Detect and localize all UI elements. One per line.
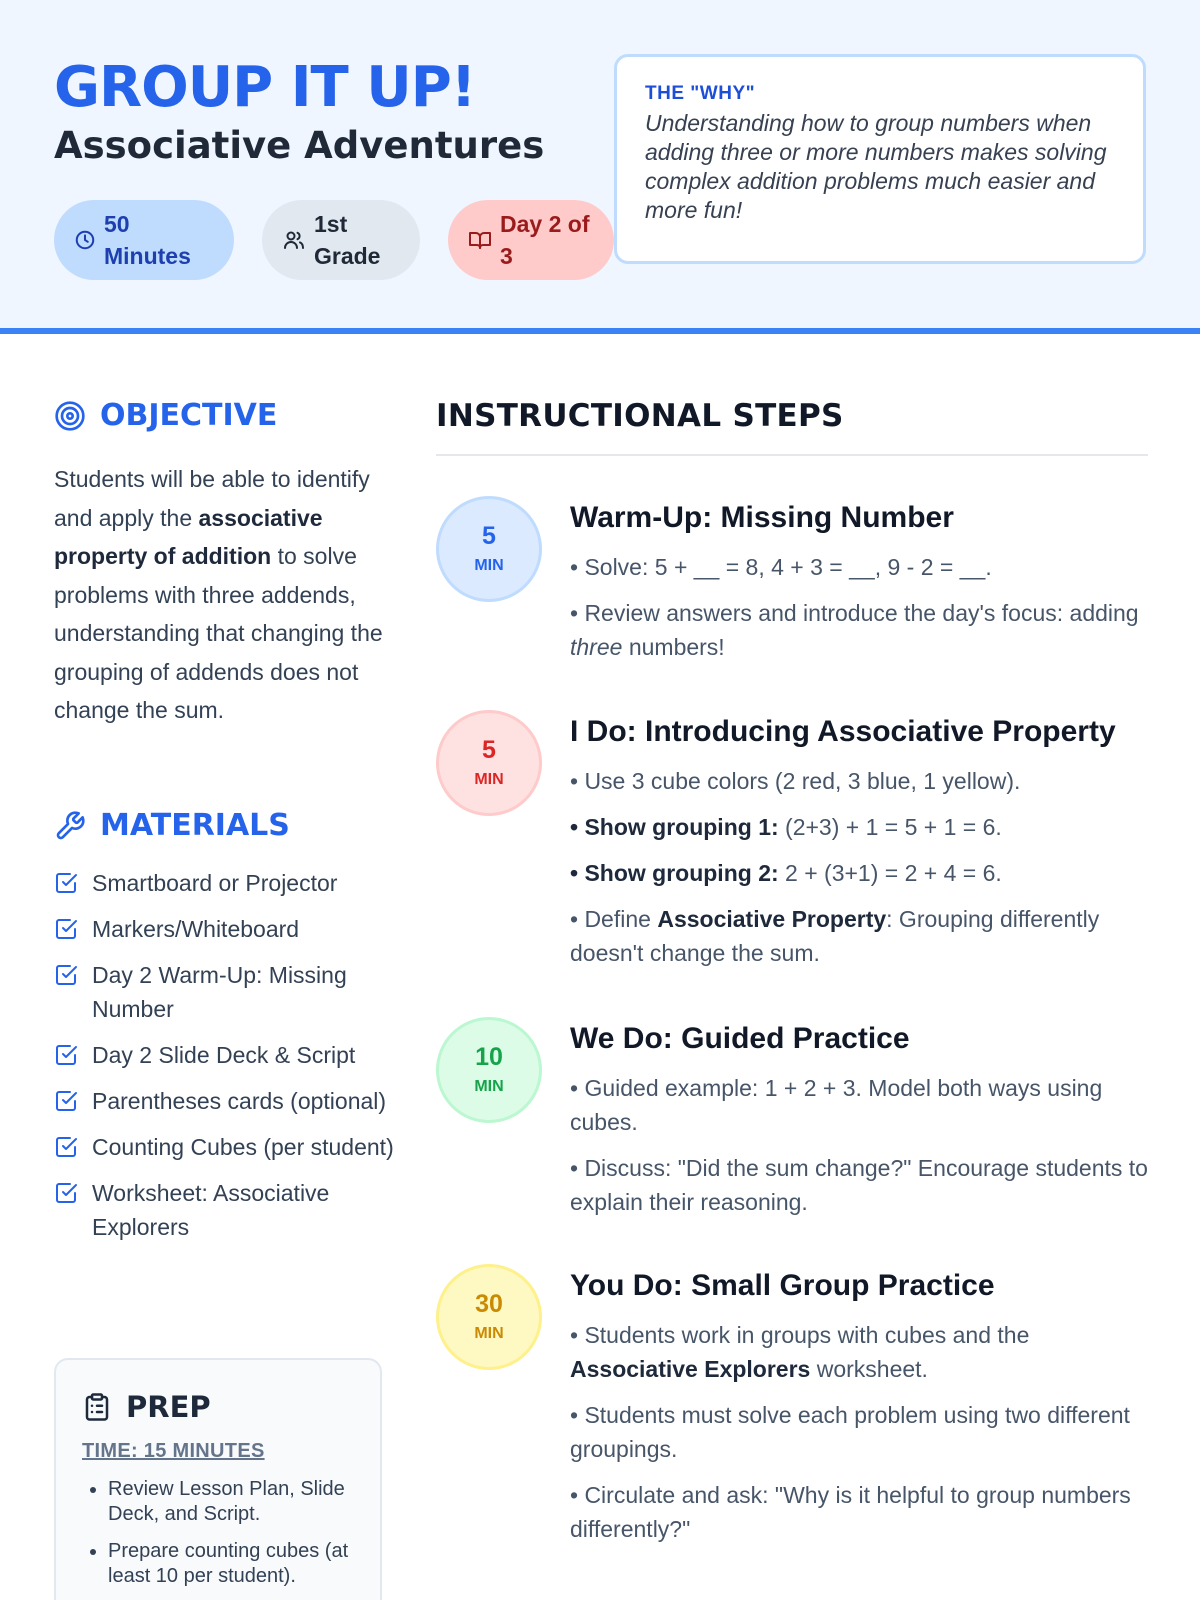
objective-heading-text: OBJECTIVE (100, 398, 278, 433)
step-unit: MIN (474, 557, 504, 574)
material-label: Day 2 Slide Deck & Script (92, 1042, 356, 1068)
step-unit: MIN (474, 1325, 504, 1342)
step-bullet (570, 810, 1150, 844)
duration-badge (54, 200, 234, 280)
step-bullet (570, 902, 1150, 970)
step-body (570, 710, 1150, 970)
step-unit: MIN (474, 1078, 504, 1095)
lesson-title: GROUP IT UP! (54, 55, 476, 120)
step-bullet (570, 1318, 1150, 1386)
wrench-icon (54, 810, 86, 842)
bullet-text: worksheet. (810, 1356, 928, 1382)
step-body (570, 496, 1150, 664)
step-bullet: • Students must solve each problem using two different groupings. (570, 1402, 1130, 1462)
why-text: Understanding how to group numbers when adding three or more numbers makes solving complex addition problems much easier and more fun! (645, 110, 1107, 223)
clipboard-list-icon (82, 1392, 112, 1422)
step-minutes: 30 (475, 1290, 503, 1318)
list-item (54, 912, 394, 946)
step-bullet: • Discuss: "Did the sum change?" Encourage students to explain their reasoning. (570, 1155, 1148, 1215)
clock-icon (74, 229, 96, 251)
checkbox-checked-icon (54, 1181, 78, 1205)
list-item: • Prepare counting cubes (at least 10 per student). (108, 1539, 354, 1589)
bullet-strong: Associative Property (657, 906, 887, 932)
prep-list (82, 1477, 354, 1589)
materials-heading-text: MATERIALS (100, 808, 290, 843)
prep-heading (82, 1390, 354, 1424)
checkbox-checked-icon (54, 963, 78, 987)
bullet-text: • Define (570, 906, 658, 932)
lesson-header (0, 0, 1200, 334)
day-badge (448, 200, 614, 280)
duration-circle (436, 1264, 542, 1370)
day-value: Day 2 of (500, 211, 590, 237)
duration-circle (436, 496, 542, 602)
step-title: Warm-Up: Missing Number (570, 501, 954, 534)
material-label: Worksheet: Associative Explorers (92, 1180, 330, 1240)
day-total: 3 (500, 243, 513, 269)
prep-card (54, 1358, 382, 1600)
why-card (614, 54, 1146, 264)
grade-badge (262, 200, 420, 280)
bullet-text: 2 + (3+1) = 2 + 4 = 6. (778, 860, 1002, 886)
bullet-emphasis: three (570, 634, 623, 660)
bullet-strong: • Show grouping 1: (570, 814, 779, 840)
step-bullet: • Use 3 cube colors (2 red, 3 blue, 1 yellow). (570, 768, 1021, 794)
list-item (54, 1176, 394, 1244)
step-bullet (570, 596, 1150, 664)
list-item: • Review Lesson Plan, Slide Deck, and Script. (108, 1477, 354, 1527)
checkbox-checked-icon (54, 1135, 78, 1159)
duration-circle (436, 1017, 542, 1123)
checkbox-checked-icon (54, 871, 78, 895)
material-label: Markers/Whiteboard (92, 916, 300, 942)
book-open-icon (468, 228, 492, 252)
bullet-text: • Students work in groups with cubes and the (570, 1322, 1030, 1348)
grade-value: 1st (314, 211, 348, 237)
step-title: You Do: Small Group Practice (570, 1269, 995, 1302)
material-label: Parentheses cards (optional) (92, 1088, 387, 1114)
duration-circle (436, 710, 542, 816)
users-icon (282, 228, 306, 252)
list-item (54, 1130, 394, 1164)
objective-text (54, 460, 384, 730)
checkbox-checked-icon (54, 1089, 78, 1113)
bullet-text: : Grouping differently doesn't change the sum. (570, 906, 1100, 966)
bullet-text: • Review answers and introduce the day's focus: adding (570, 600, 1139, 626)
prep-time: TIME: 15 MINUTES (82, 1440, 265, 1462)
objective-text-part: Students will be able to identify and apply the (54, 466, 370, 531)
objective-text-part: to solve problems with three addends, understanding that changing the grouping of addends does not change the sum. (54, 543, 383, 723)
bullet-strong: Associative Explorers (570, 1356, 811, 1382)
target-icon (54, 400, 86, 432)
lesson-subtitle: Associative Adventures (54, 124, 545, 167)
duration-unit: Minutes (104, 243, 191, 269)
list-item (54, 1084, 394, 1118)
duration-value: 50 (104, 211, 130, 237)
step-title: I Do: Introducing Associative Property (570, 715, 1116, 748)
step-bullet (570, 856, 1150, 890)
step-minutes: 5 (482, 736, 496, 764)
objective-key-term: associative property of addition (54, 504, 323, 569)
step-minutes: 10 (475, 1043, 503, 1071)
bullet-text: numbers! (622, 634, 725, 660)
step-bullet: • Circulate and ask: "Why is it helpful to group numbers differently?" (570, 1482, 1131, 1542)
material-label: Smartboard or Projector (92, 870, 338, 896)
step-title: We Do: Guided Practice (570, 1022, 910, 1055)
material-label: Counting Cubes (per student) (92, 1134, 394, 1160)
step-bullet: • Solve: 5 + __ = 8, 4 + 3 = __, 9 - 2 = __. (570, 554, 992, 580)
materials-list (54, 866, 394, 1256)
step-body (570, 1264, 1150, 1546)
checkbox-checked-icon (54, 917, 78, 941)
step-unit: MIN (474, 771, 504, 788)
why-label: THE "WHY" (645, 83, 756, 104)
grade-label: Grade (314, 243, 381, 269)
checkbox-checked-icon (54, 1043, 78, 1067)
step-bullet: • Guided example: 1 + 2 + 3. Model both ways using cubes. (570, 1075, 1103, 1135)
divider (436, 454, 1148, 456)
bullet-text: (2+3) + 1 = 5 + 1 = 6. (778, 814, 1002, 840)
prep-heading-text: PREP (126, 1390, 211, 1424)
material-label: Day 2 Warm-Up: Missing Number (92, 962, 347, 1022)
list-item (54, 866, 394, 900)
step-body (570, 1017, 1150, 1219)
steps-heading: INSTRUCTIONAL STEPS (436, 398, 844, 434)
list-item (54, 1038, 394, 1072)
step-minutes: 5 (482, 522, 496, 550)
materials-heading (54, 808, 290, 843)
list-item (54, 958, 394, 1026)
bullet-strong: • Show grouping 2: (570, 860, 779, 886)
objective-heading (54, 398, 277, 433)
